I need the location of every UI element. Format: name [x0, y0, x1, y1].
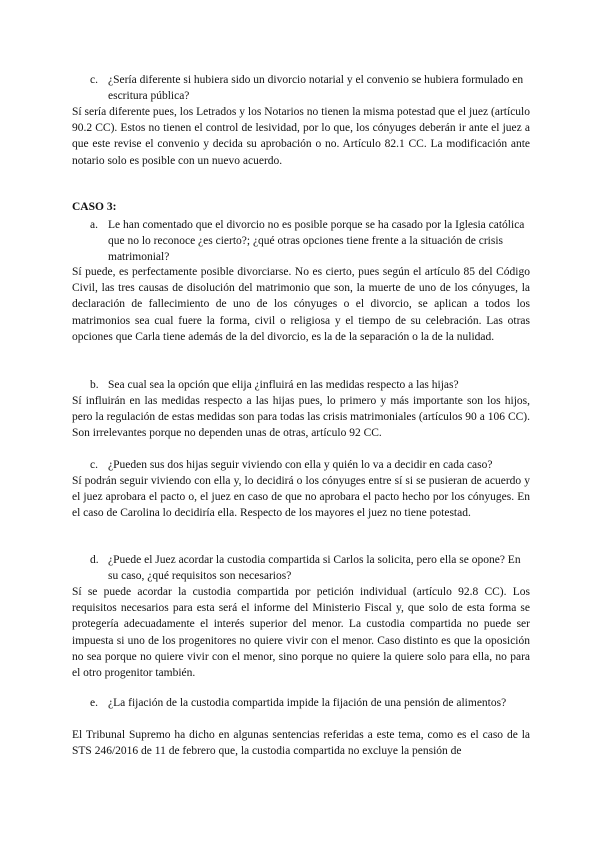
question-text: Sea cual sea la opción que elija ¿influirá en las medidas respecto a las hijas?	[108, 379, 459, 391]
question-e	[90, 695, 530, 711]
question-text: Le han comentado que el divorcio no es posible porque se ha casado por la Iglesia católica que no lo reconoce ¿es cierto?; ¿qué otras opciones tiene frente a la situación de crisis matrimonial?	[108, 219, 525, 264]
question-text: ¿Puede el Juez acordar la custodia compartida si Carlos la solicita, pero ella se opone? En su caso, ¿qué requisitos son necesarios?	[108, 554, 521, 583]
question-a	[90, 217, 530, 266]
item-label: e.	[90, 697, 98, 709]
answer-a: Sí puede, es perfectamente posible divorciarse. No es cierto, pues según el artículo 85 del Código Civil, las tres causas de disolución del matrimonio que son, la muerte de uno de los cónyuges, la declaración de fallecimiento de uno de los cónyuges o el divorcio, se aplican a todos los matrimonios sea cual fuere la forma, civil o religiosa y el tiempo de su celebración. Las otras opciones que Carla tiene además de la del divorcio, es la de la separación o la de la nulidad.	[72, 266, 530, 343]
answer-e: El Tribunal Supremo ha dicho en algunas sentencias referidas a este tema, como es el caso de la STS 246/2016 de 11 de febrero que, la custodia compartida no excluye la pensión de	[72, 729, 530, 758]
item-label: c.	[90, 459, 98, 471]
item-label: b.	[90, 379, 99, 391]
item-label: c.	[90, 74, 98, 86]
answer-b: Sí influirán en las medidas respecto a las hijas pues, lo primero y más importante son los hijos, pero la regulación de estas medidas son para todas las crisis matrimoniales (artículos 90 a 106 CC). Son irrelevantes porque no dependen unas de otras, artículo 92 CC.	[72, 395, 530, 440]
question-c-hijas	[90, 457, 530, 473]
question-b	[90, 377, 530, 393]
item-label: d.	[90, 554, 99, 566]
case-heading: CASO 3:	[72, 201, 117, 213]
question-text: ¿La fijación de la custodia compartida impide la fijación de una pensión de alimentos?	[108, 697, 507, 709]
answer-c-notarial: Sí sería diferente pues, los Letrados y los Notarios no tienen la misma potestad que el juez (artículo 90.2 CC). Estos no tienen el control de lesividad, por lo que, los cónyuges deberán ir ante el juez a que este revise el convenio y decida su aprobación o no. Artículo 82.1 CC. La modificación ante notario solo es posible con un nuevo acuerdo.	[72, 106, 530, 167]
question-text: ¿Pueden sus dos hijas seguir viviendo con ella y quién lo va a decidir en cada caso?	[108, 459, 493, 471]
question-text: ¿Sería diferente si hubiera sido un divorcio notarial y el convenio se hubiera formulado en escritura pública?	[108, 74, 524, 103]
question-c-notarial	[90, 72, 530, 104]
question-d	[90, 552, 530, 584]
answer-d: Sí se puede acordar la custodia compartida por petición individual (artículo 92.8 CC). Los requisitos necesarios para esta será el informe del Ministerio Fiscal y, que solo de esta forma se protegería adecuadamente el interés superior del menor. La custodia compartida no puede ser impuesta si uno de los progenitores no quiere vivir con el menor. Caso distinto es que la oposición no sea porque no quiere vivir con el menor, sino porque no quiere la quiere solo para ella, no para el otro progenitor también.	[72, 586, 530, 680]
item-label: a.	[90, 219, 98, 231]
answer-c-hijas: Sí podrán seguir viviendo con ella y, lo decidirá o los cónyuges entre sí si se pusieran de acuerdo y el juez aprobara el pacto o, el juez en caso de que no aprobara el pacto hecho por los cónyuges. En el caso de Carolina lo decidiría ella. Respecto de los mayores el juez no tiene potestad.	[72, 475, 530, 520]
